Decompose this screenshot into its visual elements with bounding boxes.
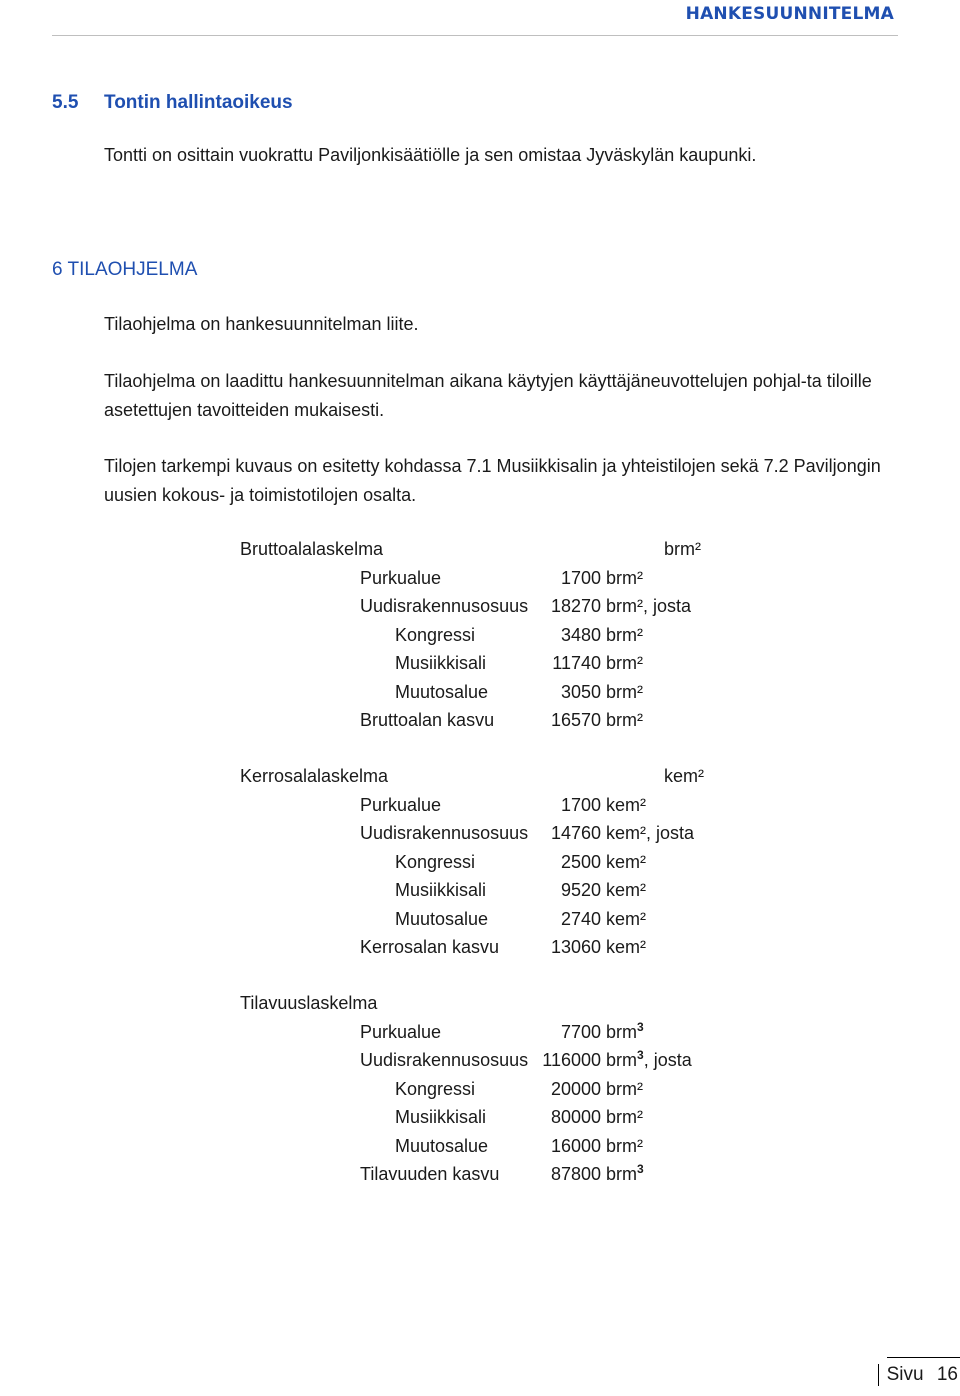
- value-unit: kem²: [606, 851, 646, 872]
- value-unit: brm²: [606, 1078, 643, 1099]
- value-number: 87800: [550, 1164, 601, 1184]
- calc-row-value: [515, 678, 643, 706]
- calc-row-label: Muutosalue: [395, 1135, 489, 1156]
- value-number: 1700: [560, 567, 601, 588]
- calc-row-value: [515, 933, 646, 961]
- value-unit: kem²: [606, 880, 646, 900]
- calc-row-value: [515, 706, 643, 734]
- value-unit: brm²: [606, 710, 643, 730]
- value-unit: kem², josta: [606, 823, 695, 843]
- value-suffix: , josta: [643, 596, 692, 616]
- calc-row-label: Musiikkisali: [395, 1107, 487, 1127]
- calc-row-label: Uudisrakennusosuus: [360, 596, 529, 616]
- unit-exponent: 3: [637, 1019, 644, 1034]
- section-number: 5.5: [52, 92, 79, 113]
- value-number: 116000: [542, 1050, 601, 1070]
- calc-row-value: [515, 905, 646, 933]
- value-number: 9520: [560, 880, 601, 900]
- section-6-heading: 6 TILAOHJELMA: [52, 259, 198, 280]
- value-unit: kem²: [606, 937, 646, 957]
- calc-row-label: Kongressi: [395, 624, 476, 645]
- value-unit: brm²: [606, 653, 643, 673]
- value-number: 2740: [560, 908, 601, 929]
- calc-row-label: Kongressi: [395, 1078, 476, 1099]
- value-unit: brm²: [606, 1135, 643, 1156]
- value-unit: brm², josta: [606, 596, 692, 616]
- value-unit: brm$^3$: [606, 1162, 644, 1184]
- value-unit: brm²: [606, 624, 643, 645]
- footer-divider: [887, 1357, 960, 1358]
- calc-title: Kerrosalalaskelma: [240, 766, 389, 786]
- page-header-title: HANKESUUNNITELMA: [685, 4, 894, 24]
- calc-row-value: [515, 819, 694, 847]
- value-number: 1700: [560, 794, 601, 815]
- value-number: 16570: [550, 710, 601, 730]
- value-unit: kem²: [606, 908, 646, 929]
- value-unit: brm²: [606, 1107, 643, 1127]
- calc-row-label: Kerrosalan kasvu: [360, 937, 500, 957]
- value-number: 3050: [560, 681, 601, 702]
- calc-row-label: Uudisrakennusosuus: [360, 823, 529, 843]
- calc-row-label: Muutosalue: [395, 908, 489, 929]
- value-suffix: , josta: [643, 1050, 692, 1070]
- calc-row-label: Purkualue: [360, 567, 442, 588]
- calc-row-value: [515, 1046, 692, 1074]
- calc-row-value: [515, 1132, 643, 1160]
- value-unit: brm$^3$: [606, 1019, 644, 1042]
- calc-row-value: [515, 848, 646, 876]
- calc-row-value: [515, 876, 646, 904]
- value-number: 80000: [550, 1107, 601, 1127]
- calc-row-value: [515, 1160, 644, 1188]
- unit-exponent: 3: [637, 1048, 644, 1062]
- section-5-5-text: Tontti on osittain vuokrattu Paviljonkisäätiölle ja sen omistaa Jyväskylän kaupunki.: [104, 145, 757, 165]
- header-divider: [52, 35, 898, 36]
- value-number: 7700: [560, 1021, 601, 1042]
- calc-row-value: [515, 1103, 643, 1131]
- page-footer: [878, 1364, 960, 1386]
- calc-title: Tilavuuslaskelma: [240, 993, 378, 1013]
- calc-row-label: Purkualue: [360, 1021, 442, 1042]
- calc-row-label: Musiikkisali: [395, 653, 487, 673]
- calc-row-value: [515, 791, 646, 819]
- calc-row-value: [515, 592, 691, 620]
- section-6-paragraph-3: Tilojen tarkempi kuvaus on esitetty kohdassa 7.1 Musiikkisalin ja yhteistilojen sekä 7.2 Paviljongin uusien kokous- ja toimistotilojen osalta.: [104, 456, 881, 505]
- value-number: 2500: [560, 851, 601, 872]
- value-unit: kem²: [606, 794, 646, 815]
- calc-unit-header: kem²: [664, 766, 704, 786]
- calc-row-label: Kongressi: [395, 851, 476, 872]
- value-suffix: , josta: [646, 823, 695, 843]
- calc-row-value: [515, 649, 643, 677]
- unit-exponent: 3: [637, 1162, 644, 1176]
- calc-row-value: [515, 621, 643, 649]
- page-number: 16: [936, 1364, 958, 1385]
- value-number: 14760: [550, 823, 601, 843]
- section-6-paragraph-2: Tilaohjelma on laadittu hankesuunnitelman aikana käytyjen käyttäjäneuvottelujen pohjal-ta tiloille asetettujen tavoitteiden mukaisesti.: [104, 371, 872, 420]
- value-number: 16000: [550, 1135, 601, 1156]
- value-unit: brm²: [606, 567, 643, 588]
- calc-row-value: [515, 1075, 643, 1103]
- calc-row-value: [515, 564, 643, 592]
- calc-unit-header: brm²: [664, 539, 701, 559]
- value-unit: brm²: [606, 681, 643, 702]
- calc-row-label: Musiikkisali: [395, 880, 487, 900]
- value-unit: brm$^3$, josta: [606, 1048, 692, 1070]
- calc-title: Bruttoalalaskelma: [240, 539, 384, 559]
- calc-row-label: Purkualue: [360, 794, 442, 815]
- page-label: Sivu: [886, 1364, 924, 1385]
- value-number: 11740: [552, 653, 601, 673]
- value-number: 18270: [550, 596, 601, 616]
- calc-row-label: Uudisrakennusosuus: [360, 1050, 529, 1070]
- value-number: 13060: [550, 937, 601, 957]
- calc-row-label: Bruttoalan kasvu: [360, 710, 495, 730]
- section-title: Tontin hallintaoikeus: [104, 92, 293, 113]
- calc-row-value: [515, 1018, 644, 1046]
- calc-row-label: Tilavuuden kasvu: [360, 1164, 500, 1184]
- value-number: 20000: [550, 1078, 601, 1099]
- calc-row-label: Muutosalue: [395, 681, 489, 702]
- section-5-5-heading: [52, 92, 293, 114]
- section-6-paragraph-1: Tilaohjelma on hankesuunnitelman liite.: [104, 314, 419, 334]
- value-number: 3480: [560, 624, 601, 645]
